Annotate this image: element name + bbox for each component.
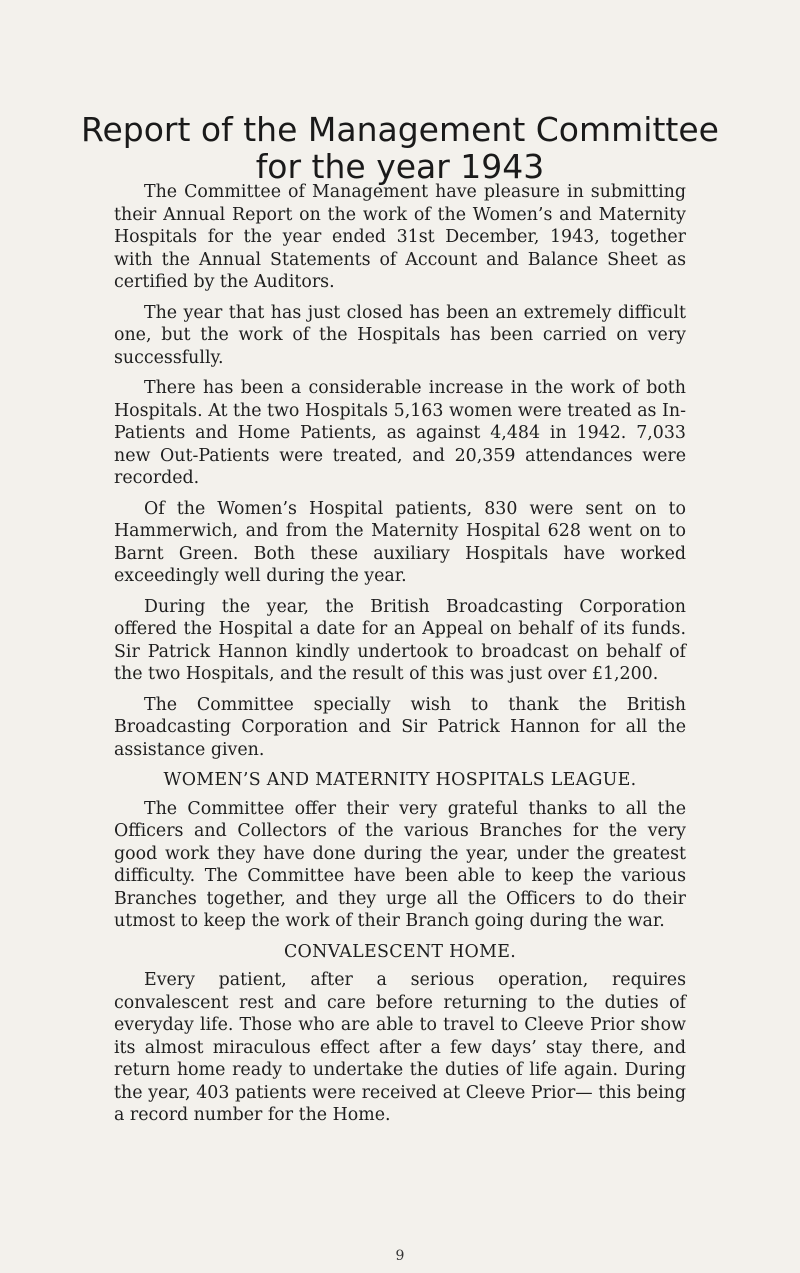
league-heading: WOMEN’S AND MATERNITY HOSPITALS LEAGUE. bbox=[163, 770, 637, 790]
page-number: 9 bbox=[395, 1248, 405, 1264]
paragraph-increase: There has been a considerable increase in the work of both Hospitals. At the two Hospitals 5,163 women were treated as In-Patients and Home Patients, as against 4,484 in 1942. 7,033 new Out-Patients were treated, and 20,359 attendances were recorded. bbox=[114, 378, 686, 488]
convalescent-heading: CONVALESCENT HOME. bbox=[283, 941, 517, 962]
report-subtitle: for the year 1943 bbox=[255, 147, 545, 186]
paragraph-intro: The Committee of Management have pleasure in submitting their Annual Report on the work of the Women’s and Maternity Hospitals for the year ended 31st December, 1943, together with the Annual Statements of Account and Balance Sheet as certified by the Auditors. bbox=[114, 182, 686, 292]
paragraph-broadcast: During the year, the British Broadcasting Corporation offered the Hospital a date for an Appeal on behalf of its funds. Sir Patrick Hannon kindly undertook to broadcast on behalf of the two Hospitals, and the result of this was just over £1,200. bbox=[114, 596, 686, 684]
paragraph-thanks: The Committee specially wish to thank the British Broadcasting Corporation and Sir Patrick Hannon for all the assistance given. bbox=[114, 694, 686, 760]
league-paragraph: The Committee offer their very grateful thanks to all the Officers and Collectors of the various Branches for the very good work they have done during the year, under the greatest difficulty. The Committee have been able to keep the various Branches together, and they urge all the Officers to do their utmost to keep the work of their Branch going during the war. bbox=[114, 798, 686, 931]
report-body bbox=[114, 181, 686, 1135]
paragraph-auxiliary: Of the Women’s Hospital patients, 830 were sent on to Hammerwich, and from the Maternity Hospital 628 went on to Barnt Green. Both these auxiliary Hospitals have worked exceedingly well during the year. bbox=[114, 498, 686, 586]
report-title: Report of the Management Committee bbox=[81, 110, 719, 149]
convalescent-paragraph: Every patient, after a serious operation, requires convalescent rest and care before returning to the duties of everyday life. Those who are able to travel to Cleeve Prior show its almost miraculous effect after a few days’ stay there, and return home ready to undertake the duties of life again. During the year, 403 patients were received at Cleeve Prior— this being a record number for the Home. bbox=[114, 970, 686, 1125]
paragraph-difficult-year: The year that has just closed has been an extremely difficult one, but the work of the Hospitals has been carried on very successfully. bbox=[114, 302, 686, 368]
